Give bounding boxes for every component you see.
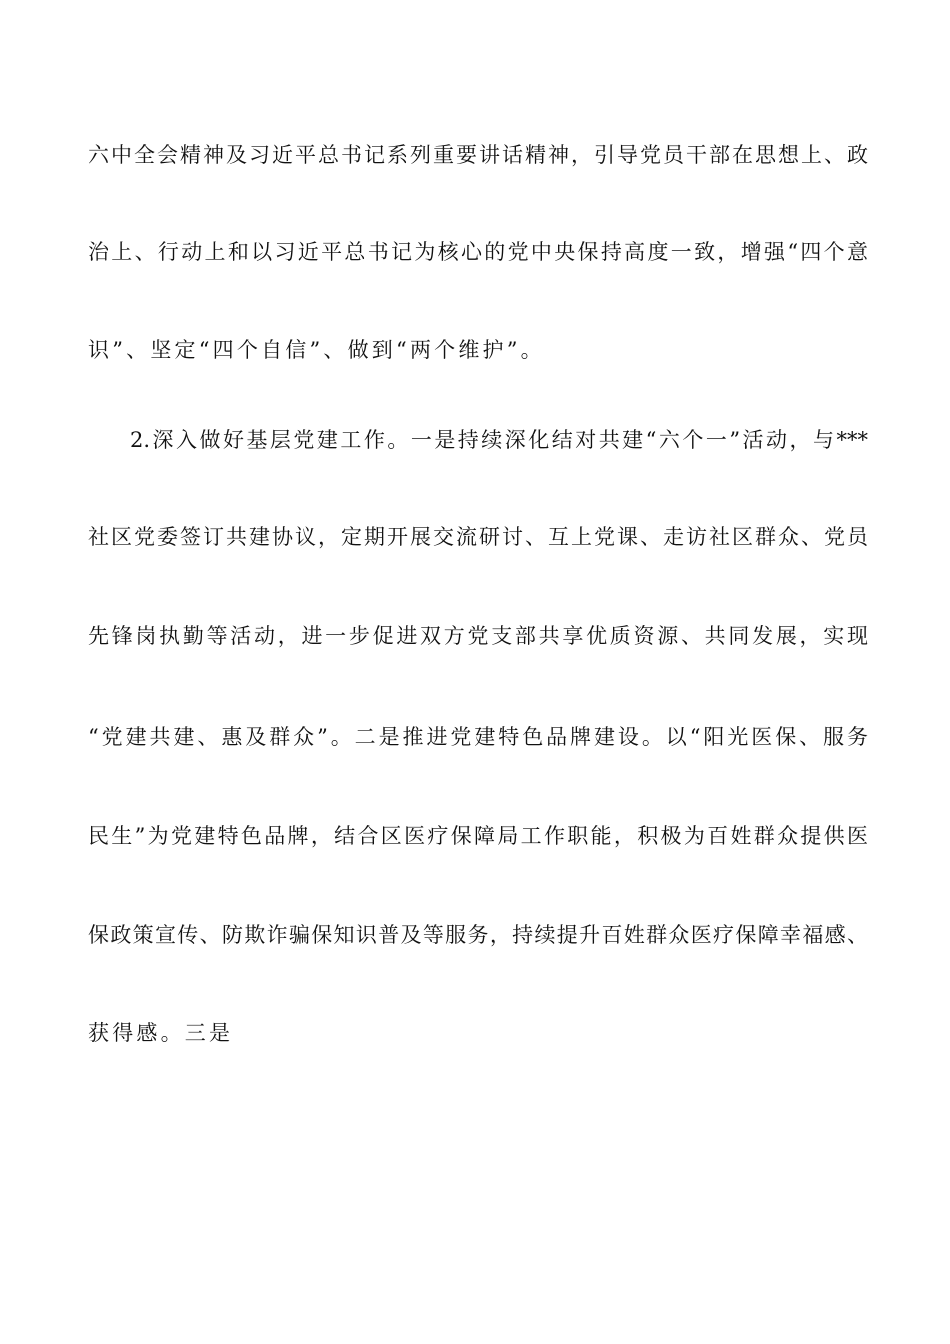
paragraph-line-6: 先锋岗执勤等活动，进一步促进双方党支部共享优质资源、共同发展，实现 [88, 624, 868, 648]
paragraph-line-8: 民生”为党建特色品牌，结合区医疗保障局工作职能，积极为百姓群众提供医 [88, 824, 868, 848]
paragraph-line-2: 治上、行动上和以习近平总书记为核心的党中央保持高度一致，增强“四个意 [88, 240, 868, 264]
paragraph-line-1: 六中全会精神及习近平总书记系列重要讲话精神，引导党员干部在思想上、政 [88, 143, 868, 167]
paragraph-line-7: “党建共建、惠及群众”。二是推进党建特色品牌建设。以“阳光医保、服务 [88, 725, 868, 749]
paragraph-line-9: 保政策宣传、防欺诈骗保知识普及等服务，持续提升百姓群众医疗保障幸福感、 [88, 923, 868, 947]
paragraph-line-10: 获得感。三是 [88, 1021, 234, 1045]
paragraph-line-4: 2.深入做好基层党建工作。一是持续深化结对共建“六个一”活动，与*** [130, 428, 868, 452]
paragraph-line-5: 社区党委签订共建协议，定期开展交流研讨、互上党课、走访社区群众、党员 [88, 525, 868, 549]
paragraph-line-3: 识”、坚定“四个自信”、做到“两个维护”。 [88, 338, 545, 362]
